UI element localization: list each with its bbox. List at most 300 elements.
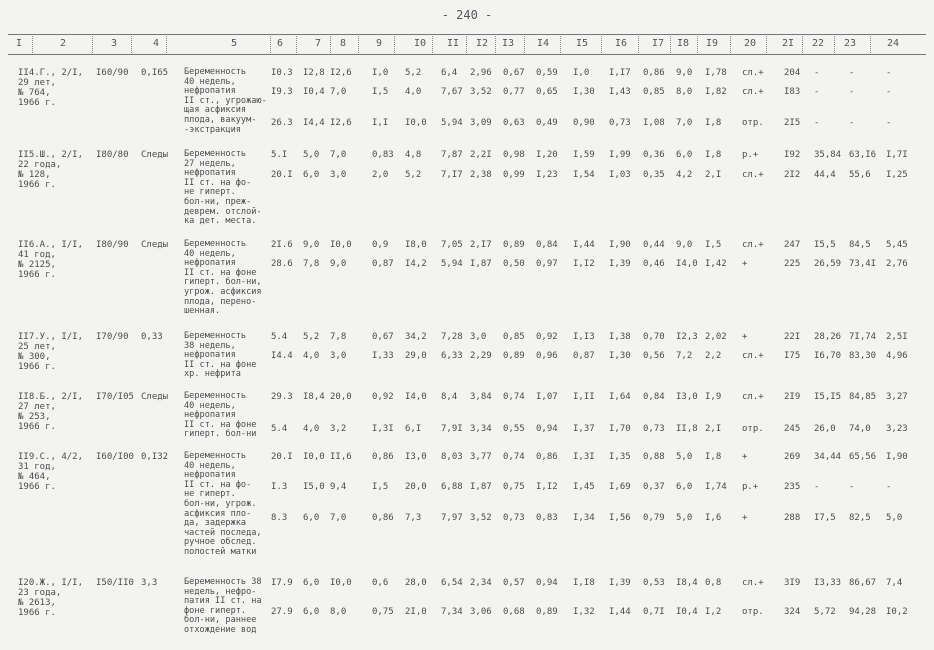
cell-col-17: 0,7I [643, 607, 665, 617]
cell-col-21: 2I5 [784, 118, 801, 128]
protein-value: 0,33 [141, 332, 163, 342]
cell-col-10: 20,0 [405, 482, 427, 492]
cell-col-10: I4,0 [405, 392, 427, 402]
cell-col-10: 29,0 [405, 351, 427, 361]
cell-col-23: 55,6 [849, 170, 871, 180]
cell-col-6: 20.I [271, 452, 293, 462]
cell-col-10: 5,2 [405, 170, 422, 180]
cell-col-10: 28,0 [405, 578, 427, 588]
cell-col-9: I,33 [372, 351, 394, 361]
diagnosis-line: не гиперт. [184, 489, 236, 500]
cell-col-12: 3,52 [470, 513, 492, 523]
cell-col-10: I4,2 [405, 259, 427, 269]
cell-col-19: I,2 [705, 607, 722, 617]
cell-col-19: I,82 [705, 87, 727, 97]
patient-line: 1966 г. [18, 422, 56, 432]
cell-col-14: 0,49 [536, 118, 558, 128]
cell-col-7: 5,2 [303, 332, 320, 342]
cell-col-18: 9,0 [676, 68, 693, 78]
column-separator [730, 36, 732, 53]
patient-line: 31 год, [18, 462, 56, 472]
diagnosis-line: бол-ни, раннее [184, 615, 257, 626]
cell-col-17: I,08 [643, 118, 665, 128]
cell-col-9: 0,86 [372, 452, 394, 462]
cell-col-10: 2I,0 [405, 607, 427, 617]
cell-col-24: I,25 [886, 170, 908, 180]
cell-col-13: 0,98 [503, 150, 525, 160]
cell-col-8: 20,0 [330, 392, 352, 402]
cell-col-11: 6,88 [441, 482, 463, 492]
cell-col-6: 5.4 [271, 332, 288, 342]
cell-col-12: 3,34 [470, 424, 492, 434]
diagnosis-line: 38 недель, [184, 340, 236, 351]
patient-line: 1966 г. [18, 270, 56, 280]
patient-line: 22 года, [18, 160, 62, 170]
cell-col-6: 20.I [271, 170, 293, 180]
cell-col-8: 7,0 [330, 150, 347, 160]
page-number: - 240 - [441, 8, 493, 22]
cell-col-22: 34,44 [814, 452, 842, 462]
diagnosis-line: да, задержка [184, 518, 247, 529]
cell-col-15: I,45 [573, 482, 595, 492]
cell-col-19: 2,I [705, 424, 722, 434]
diagnosis-line: 40 недель, [184, 248, 236, 259]
cell-col-6: 28.6 [271, 259, 293, 269]
diagnosis-line: ка дет. места. [184, 216, 257, 227]
cell-col-14: I,07 [536, 392, 558, 402]
cell-col-7: I4,4 [303, 118, 325, 128]
diagnosis-line: бол-ни, преж- [184, 197, 252, 207]
cell-col-6: 27.9 [271, 607, 293, 617]
cell-col-13: 0,57 [503, 578, 525, 588]
header-col-24: 24 [887, 38, 900, 49]
cell-col-23: 84,85 [849, 392, 877, 402]
cell-col-14: 0,92 [536, 332, 558, 342]
cell-col-14: 0,89 [536, 607, 558, 617]
cell-col-18: I0,4 [676, 607, 698, 617]
cell-col-19: I,8 [705, 452, 722, 462]
patient-line: № 300, [18, 352, 51, 362]
cell-col-17: 0,88 [643, 452, 665, 462]
cell-col-21: 235 [784, 482, 801, 492]
cell-col-8: I2,6 [330, 68, 352, 78]
cell-col-19: I,78 [705, 68, 727, 78]
cell-col-20: + [742, 452, 748, 462]
header-col-11: II [447, 38, 460, 49]
cell-col-9: 0,67 [372, 332, 394, 342]
cell-col-19: I,6 [705, 513, 722, 523]
cell-col-21: I75 [784, 351, 801, 361]
diagnosis-line: Беременность [184, 451, 247, 461]
cell-col-18: I3,0 [676, 392, 698, 402]
cell-col-11: 7,97 [441, 513, 463, 523]
cell-col-21: I83 [784, 87, 801, 97]
cell-col-22: I6,70 [814, 351, 842, 361]
cell-col-21: 288 [784, 513, 801, 523]
cell-col-16: I,30 [609, 351, 631, 361]
cell-col-14: I,23 [536, 170, 558, 180]
cell-col-22: I7,5 [814, 513, 836, 523]
cell-col-22: - [814, 87, 820, 97]
cell-col-10: I3,0 [405, 452, 427, 462]
cell-col-14: 0,94 [536, 424, 558, 434]
diagnosis-line: полостей матки [184, 547, 257, 557]
cell-col-19: I,74 [705, 482, 727, 492]
cell-col-19: 2,02 [705, 332, 727, 342]
cell-col-11: 5,94 [441, 118, 463, 128]
cell-col-22: - [814, 118, 820, 128]
header-col-9: 9 [376, 38, 383, 49]
diagnosis-line: угрож. асфиксия [184, 287, 262, 297]
patient-line: 27 лет, [18, 402, 56, 412]
cell-col-24: 3,27 [886, 392, 908, 402]
cell-col-9: 0,87 [372, 259, 394, 269]
cell-col-16: I,56 [609, 513, 631, 523]
header-col-18: I8 [677, 38, 690, 49]
header-col-7: 7 [315, 38, 322, 49]
cell-col-20: р.+ [742, 482, 759, 492]
header-col-8: 8 [340, 38, 347, 49]
cell-col-9: 2,0 [372, 170, 389, 180]
diagnosis-line: II ст. на фо- [184, 479, 252, 490]
cell-col-16: I,43 [609, 87, 631, 97]
cell-col-10: 4,8 [405, 150, 422, 160]
header-bottom-rule [8, 54, 926, 55]
diagnosis-line: Беременность [184, 67, 247, 77]
cell-col-23: - [849, 68, 855, 78]
cell-col-12: 2,I7 [470, 240, 492, 250]
cell-col-12: 2,2I [470, 150, 492, 160]
cell-col-10: 34,2 [405, 332, 427, 342]
cell-col-16: I,39 [609, 259, 631, 269]
cell-col-6: I.3 [271, 482, 288, 492]
cell-col-11: 8,4 [441, 392, 458, 402]
cell-col-7: I0,0 [303, 452, 325, 462]
cell-col-19: 2,2 [705, 351, 722, 361]
cell-col-14: 0,59 [536, 68, 558, 78]
cell-col-8: I0,0 [330, 578, 352, 588]
cell-col-17: 0,35 [643, 170, 665, 180]
cell-col-15: I,II [573, 392, 595, 402]
protein-value: Следы [141, 240, 169, 250]
cell-col-6: 29.3 [271, 392, 293, 402]
header-col-2: 2 [60, 38, 67, 49]
cell-col-15: I,I3 [573, 332, 595, 342]
header-col-21: 2I [782, 38, 795, 49]
cell-col-24: I0,2 [886, 607, 908, 617]
cell-col-11: 8,03 [441, 452, 463, 462]
cell-col-19: 0,8 [705, 578, 722, 588]
header-col-14: I4 [537, 38, 550, 49]
header-col-10: I0 [414, 38, 427, 49]
cell-col-9: 0,9 [372, 240, 389, 250]
diagnosis-line: не гиперт. [184, 187, 236, 198]
cell-col-9: 0,92 [372, 392, 394, 402]
cell-col-8: 7,0 [330, 513, 347, 523]
diagnosis-line: недель, нефро- [184, 586, 257, 597]
cell-col-16: I,99 [609, 150, 631, 160]
cell-col-16: I,70 [609, 424, 631, 434]
cell-col-22: - [814, 482, 820, 492]
cell-col-8: 3,0 [330, 351, 347, 361]
cell-col-24: - [886, 118, 892, 128]
cell-col-16: I,44 [609, 607, 631, 617]
cell-col-21: 2I9 [784, 392, 801, 402]
cell-col-15: 0,90 [573, 118, 595, 128]
cell-col-14: 0,86 [536, 452, 558, 462]
column-separator [766, 36, 768, 53]
header-col-19: I9 [706, 38, 719, 49]
cell-col-23: - [849, 118, 855, 128]
cell-col-10: 4,0 [405, 87, 422, 97]
cell-col-21: 247 [784, 240, 801, 250]
cell-col-11: 7,67 [441, 87, 463, 97]
protein-value: Следы [141, 150, 169, 160]
cell-col-8: 7,0 [330, 87, 347, 97]
patient-line: II6.А., I/I, [18, 240, 84, 250]
cell-col-21: 204 [784, 68, 801, 78]
cell-col-23: 7I,74 [849, 332, 877, 342]
cell-col-7: 7,8 [303, 259, 320, 269]
diagnosis-line: 40 недель, [184, 76, 236, 87]
cell-col-12: 2,96 [470, 68, 492, 78]
diagnosis-line: шенная. [184, 306, 221, 317]
cell-col-18: 4,2 [676, 170, 693, 180]
cell-col-6: 5.I [271, 150, 288, 160]
blood-pressure: I70/90 [96, 332, 129, 342]
cell-col-13: 0,63 [503, 118, 525, 128]
cell-col-13: 0,75 [503, 482, 525, 492]
cell-col-18: 5,0 [676, 513, 693, 523]
cell-col-13: 0,68 [503, 607, 525, 617]
cell-col-14: I,20 [536, 150, 558, 160]
cell-col-23: 82,5 [849, 513, 871, 523]
cell-col-17: 0,44 [643, 240, 665, 250]
cell-col-16: I,I7 [609, 68, 631, 78]
cell-col-22: 26,59 [814, 259, 842, 269]
blood-pressure: I80/80 [96, 150, 129, 160]
cell-col-17: 0,46 [643, 259, 665, 269]
header-col-4: 4 [153, 38, 160, 49]
column-separator [358, 36, 360, 53]
cell-col-16: I,03 [609, 170, 631, 180]
cell-col-8: I2,6 [330, 118, 352, 128]
blood-pressure: I60/90 [96, 68, 129, 78]
cell-col-6: I7.9 [271, 578, 293, 588]
cell-col-23: - [849, 482, 855, 492]
protein-value: Следы [141, 392, 169, 402]
cell-col-22: 35,84 [814, 150, 842, 160]
cell-col-15: I,32 [573, 607, 595, 617]
cell-col-15: I,I8 [573, 578, 595, 588]
cell-col-24: 4,96 [886, 351, 908, 361]
cell-col-22: 28,26 [814, 332, 842, 342]
cell-col-24: I,7I [886, 150, 908, 160]
cell-col-24: - [886, 68, 892, 78]
cell-col-24: 5,45 [886, 240, 908, 250]
diagnosis-line: гиперт. бол-ни [184, 429, 257, 440]
patient-line: II5.Ш., 2/I, [18, 150, 84, 160]
column-separator [296, 36, 298, 53]
cell-col-12: 3,0 [470, 332, 487, 342]
cell-col-7: 6,0 [303, 578, 320, 588]
cell-col-20: сл.+ [742, 578, 764, 588]
diagnosis-line: Беременность 38 [184, 577, 262, 587]
cell-col-23: - [849, 87, 855, 97]
cell-col-6: I9.3 [271, 87, 293, 97]
diagnosis-line: асфиксия пло- [184, 508, 252, 519]
patient-line: 1966 г. [18, 482, 56, 492]
diagnosis-line: нефропатия [184, 350, 236, 361]
cell-col-14: 0,83 [536, 513, 558, 523]
cell-col-18: 6,0 [676, 150, 693, 160]
cell-col-9: I,0 [372, 68, 389, 78]
cell-col-22: I5,5 [814, 240, 836, 250]
cell-col-17: 0,79 [643, 513, 665, 523]
cell-col-8: 3,2 [330, 424, 347, 434]
cell-col-13: 0,74 [503, 392, 525, 402]
blood-pressure: I50/II0 [96, 578, 134, 588]
cell-col-10: 6,I [405, 424, 422, 434]
cell-col-17: 0,37 [643, 482, 665, 492]
diagnosis-line: Беременность [184, 239, 247, 249]
cell-col-8: I0,0 [330, 240, 352, 250]
cell-col-20: сл.+ [742, 170, 764, 180]
header-col-12: I2 [476, 38, 489, 49]
cell-col-11: 6,33 [441, 351, 463, 361]
cell-col-13: 0,74 [503, 452, 525, 462]
patient-line: 29 лет, [18, 78, 56, 88]
cell-col-21: 245 [784, 424, 801, 434]
cell-col-22: I3,33 [814, 578, 842, 588]
cell-col-22: 26,0 [814, 424, 836, 434]
column-separator [466, 36, 468, 53]
cell-col-11: 7,34 [441, 607, 463, 617]
diagnosis-line: II ст. на фоне [184, 419, 257, 430]
header-top-rule [8, 34, 926, 35]
cell-col-12: I,87 [470, 482, 492, 492]
cell-col-23: 86,67 [849, 578, 877, 588]
cell-col-15: I,54 [573, 170, 595, 180]
diagnosis-line: -экстракция [184, 124, 241, 135]
cell-col-20: + [742, 332, 748, 342]
cell-col-11: 7,9I [441, 424, 463, 434]
diagnosis-line: деврем. отслой- [184, 206, 262, 217]
cell-col-12: 2,29 [470, 351, 492, 361]
cell-col-24: - [886, 482, 892, 492]
header-col-16: I6 [615, 38, 628, 49]
cell-col-11: 7,28 [441, 332, 463, 342]
patient-line: № 464, [18, 472, 51, 482]
diagnosis-line: нефропатия [184, 470, 236, 481]
cell-col-19: 2,I [705, 170, 722, 180]
diagnosis-line: нефропатия [184, 86, 236, 97]
cell-col-20: отр. [742, 424, 764, 434]
patient-line: № 2613, [18, 598, 56, 608]
cell-col-15: I,30 [573, 87, 595, 97]
diagnosis-line: 40 недель, [184, 400, 236, 411]
column-separator [32, 36, 34, 53]
cell-col-7: 4,0 [303, 424, 320, 434]
diagnosis-line: II ст. на фо- [184, 177, 252, 188]
cell-col-22: - [814, 68, 820, 78]
cell-col-20: сл.+ [742, 240, 764, 250]
cell-col-11: 6,54 [441, 578, 463, 588]
diagnosis-line: Беременность [184, 391, 247, 401]
column-separator [92, 36, 94, 53]
header-col-23: 23 [844, 38, 857, 49]
cell-col-18: I2,3 [676, 332, 698, 342]
cell-col-13: 0,85 [503, 332, 525, 342]
cell-col-12: 3,06 [470, 607, 492, 617]
column-separator [834, 36, 836, 53]
column-separator [670, 36, 672, 53]
cell-col-20: + [742, 259, 748, 269]
diagnosis-line: нефропатия [184, 258, 236, 269]
cell-col-24: 5,0 [886, 513, 903, 523]
cell-col-7: 6,0 [303, 513, 320, 523]
protein-value: 0,I65 [141, 68, 169, 78]
cell-col-14: 0,97 [536, 259, 558, 269]
cell-col-16: I,64 [609, 392, 631, 402]
cell-col-16: I,69 [609, 482, 631, 492]
header-col-20: 20 [744, 38, 757, 49]
patient-line: 1966 г. [18, 608, 56, 618]
cell-col-20: сл.+ [742, 68, 764, 78]
cell-col-7: I2,8 [303, 68, 325, 78]
header-col-3: 3 [111, 38, 118, 49]
cell-col-17: 0,56 [643, 351, 665, 361]
cell-col-16: I,90 [609, 240, 631, 250]
column-separator [560, 36, 562, 53]
patient-line: I20.Ж., I/I, [18, 578, 84, 588]
header-col-5: 5 [231, 38, 238, 49]
cell-col-15: I,44 [573, 240, 595, 250]
cell-col-7: I0,4 [303, 87, 325, 97]
cell-col-17: 0,53 [643, 578, 665, 588]
cell-col-18: 5,0 [676, 452, 693, 462]
cell-col-11: 5,94 [441, 259, 463, 269]
cell-col-10: 7,3 [405, 513, 422, 523]
cell-col-23: 65,56 [849, 452, 877, 462]
patient-line: 23 года, [18, 588, 62, 598]
cell-col-14: 0,84 [536, 240, 558, 250]
header-col-22: 22 [812, 38, 825, 49]
diagnosis-line: 40 недель, [184, 460, 236, 471]
diagnosis-line: плода, вакуум- [184, 115, 257, 125]
cell-col-6: I0.3 [271, 68, 293, 78]
cell-col-21: 324 [784, 607, 801, 617]
cell-col-6: 2I.6 [271, 240, 293, 250]
column-separator [870, 36, 872, 53]
cell-col-23: 84,5 [849, 240, 871, 250]
cell-col-7: 4,0 [303, 351, 320, 361]
cell-col-13: 0,73 [503, 513, 525, 523]
cell-col-8: 3,0 [330, 170, 347, 180]
cell-col-21: 225 [784, 259, 801, 269]
header-col-6: 6 [277, 38, 284, 49]
cell-col-7: I5,0 [303, 482, 325, 492]
protein-value: 0,I32 [141, 452, 169, 462]
patient-line: № 253, [18, 412, 51, 422]
cell-col-9: 0,83 [372, 150, 394, 160]
cell-col-9: I,I [372, 118, 389, 128]
cell-col-11: 7,I7 [441, 170, 463, 180]
cell-col-18: 9,0 [676, 240, 693, 250]
cell-col-24: 2,76 [886, 259, 908, 269]
cell-col-15: I,0 [573, 68, 590, 78]
cell-col-15: I,I2 [573, 259, 595, 269]
